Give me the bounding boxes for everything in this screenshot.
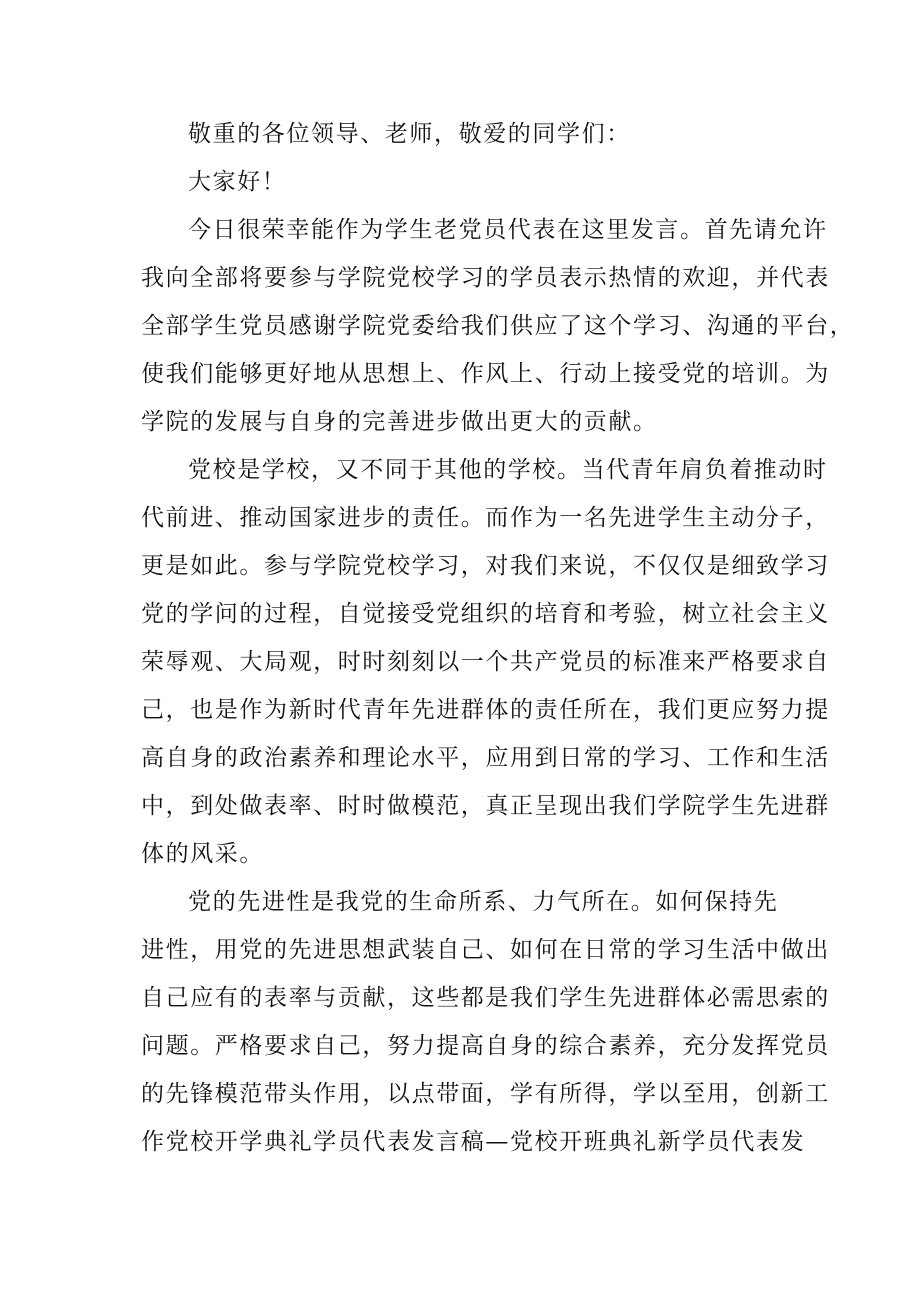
paragraph-3-line-4: 问题。严格要求自己，努力提高自身的综合素养，充分发挥党员 xyxy=(141,1033,830,1059)
paragraph-2-line-3: 更是如此。参与学院党校学习，对我们来说，不仅仅是细致学习 xyxy=(141,553,830,579)
paragraph-3-line-2: 进性，用党的先进思想武装自己、如何在日常的学习生活中做出 xyxy=(141,937,830,963)
paragraph-2-line-5: 荣辱观、大局观，时时刻刻以一个共产党员的标准来严格要求自 xyxy=(141,649,830,675)
paragraph-3-line-3: 自己应有的表率与贡献，这些都是我们学生先进群体必需思索的 xyxy=(141,985,830,1011)
paragraph-3-line-5: 的先锋模范带头作用，以点带面，学有所得，学以至用，创新工 xyxy=(141,1081,830,1107)
paragraph-3-line-6: 作党校开学典礼学员代表发言稿—党校开班典礼新学员代表发 xyxy=(141,1129,806,1155)
greeting-line: 大家好！ xyxy=(188,169,287,195)
paragraph-2-line-6: 己，也是作为新时代青年先进群体的责任所在，我们更应努力提 xyxy=(141,697,830,723)
paragraph-1-line-1: 今日很荣幸能作为学生老党员代表在这里发言。首先请允许 xyxy=(188,217,828,243)
paragraph-3-line-1: 党的先进性是我党的生命所系、力气所在。如何保持先 xyxy=(188,889,779,915)
paragraph-2-line-9: 体的风采。 xyxy=(141,841,264,867)
paragraph-2-line-1: 党校是学校，又不同于其他的学校。当代青年肩负着推动时 xyxy=(188,457,828,483)
paragraph-1-line-3: 全部学生党员感谢学院党委给我们供应了这个学习、沟通的平台， xyxy=(141,313,855,339)
paragraph-2-line-8: 中，到处做表率、时时做模范，真正呈现出我们学院学生先进群 xyxy=(141,793,830,819)
paragraph-1-line-4: 使我们能够更好地从思想上、作风上、行动上接受党的培训。为 xyxy=(141,361,830,387)
paragraph-2-line-2: 代前进、推动国家进步的责任。而作为一名先进学生主动分子， xyxy=(141,505,830,531)
paragraph-2-line-7: 高自身的政治素养和理论水平，应用到日常的学习、工作和生活 xyxy=(141,745,830,771)
paragraph-1-line-5: 学院的发展与自身的完善进步做出更大的贡献。 xyxy=(141,409,658,435)
paragraph-1-line-2: 我向全部将要参与学院党校学习的学员表示热情的欢迎，并代表 xyxy=(141,265,830,291)
speech-text xyxy=(141,110,855,1166)
salutation-line: 敬重的各位领导、老师，敬爱的同学们： xyxy=(188,121,631,147)
paragraph-2-line-4: 党的学问的过程，自觉接受党组织的培育和考验，树立社会主义 xyxy=(141,601,830,627)
